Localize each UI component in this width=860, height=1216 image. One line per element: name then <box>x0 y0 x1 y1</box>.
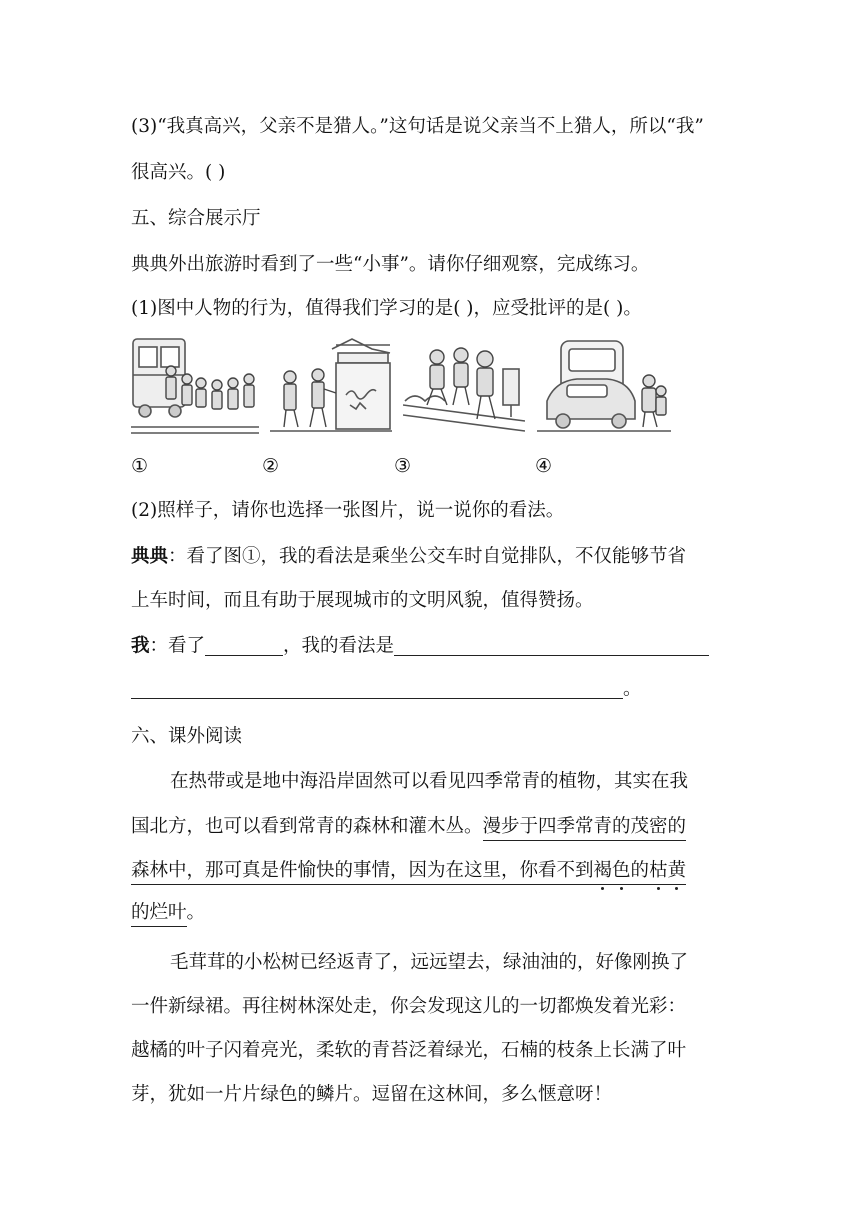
section-6-title: 六、课外阅读 <box>131 726 243 747</box>
question-3-line-1: (3)“我真高兴，父亲不是猎人。”这句话是说父亲当不上猎人，所以“我” <box>131 116 704 137</box>
my-text-2: ，我的看法是 <box>283 635 395 657</box>
reading-p1-line-4-end: 。 <box>186 902 206 923</box>
reading-p2-line-3: 越橘的叶子闪着亮光，柔软的青苔泛着绿光，石楠的枝条上长满了叶 <box>131 1040 687 1061</box>
reading-p1-line-3 <box>131 862 686 881</box>
example-text: ：看了图①，我的看法是乘坐公交车时自觉排队，不仅能够节省 <box>168 546 687 567</box>
section-5-question-1: (1)图中人物的行为，值得我们学习的是( )，应受批评的是( )。 <box>131 298 642 319</box>
reading-p1-line-2 <box>131 818 686 837</box>
opinion-blank-1[interactable] <box>394 637 709 656</box>
example-line-2: 上车时间，而且有助于展现城市的文明风貌，值得赞扬。 <box>131 590 594 611</box>
bus-queue-picture <box>131 335 259 435</box>
picture-choice-blank[interactable] <box>205 637 283 656</box>
my-answer-end: 。 <box>623 678 642 700</box>
section-5-intro: 典典外出旅游时看到了一些“小事”。请你仔细观察，完成练习。 <box>131 254 650 275</box>
park-walk-picture <box>403 335 525 435</box>
picture-1-number: ① <box>131 455 149 477</box>
example-speaker: 典典 <box>131 546 169 567</box>
wall-graffiti-picture <box>270 335 392 435</box>
picture-4-number: ④ <box>535 455 553 477</box>
my-answer-line-2 <box>131 680 642 699</box>
opinion-blank-2[interactable] <box>131 680 623 699</box>
example-line-1 <box>131 548 686 567</box>
reading-p2-line-2: 一件新绿裙。再往树林深处走，你会发现这儿的一切都焕发着光彩： <box>131 996 687 1017</box>
car-road-picture <box>537 335 671 435</box>
my-answer-line-1 <box>131 637 709 656</box>
picture-2-number: ② <box>262 455 280 477</box>
section-5-question-2: (2)照样子，请你也选择一张图片，说一说你的看法。 <box>131 500 565 521</box>
reading-p1-line-2-a: 国北方，也可以看到常青的森林和灌木丛。 <box>131 816 483 837</box>
reading-p2-line-1: 毛茸茸的小松树已经返青了，远远望去，绿油油的，好像刚换了 <box>170 952 689 973</box>
dotted-words: 褐色的枯黄 <box>594 860 687 885</box>
reading-p1-line-4 <box>131 904 205 923</box>
question-3-line-2: 很高兴。( ) <box>131 162 226 183</box>
my-text-1: ：看了 <box>149 635 206 657</box>
reading-p1-line-1: 在热带或是地中海沿岸固然可以看见四季常青的植物，其实在我 <box>170 771 689 792</box>
underlined-sentence-part-2: 森林中，那可真是件愉快的事情，因为在这里，你看不到 <box>131 860 594 885</box>
my-speaker: 我 <box>131 635 150 657</box>
section-5-title: 五、综合展示厅 <box>131 208 261 229</box>
picture-3-number: ③ <box>394 455 412 477</box>
underlined-sentence-part-1: 漫步于四季常青的茂密的 <box>483 816 687 841</box>
reading-p2-line-4: 芽，犹如一片片绿色的鳞片。逗留在这林间，多么惬意呀！ <box>131 1084 613 1105</box>
underlined-sentence-part-3: 的烂叶 <box>131 902 187 927</box>
